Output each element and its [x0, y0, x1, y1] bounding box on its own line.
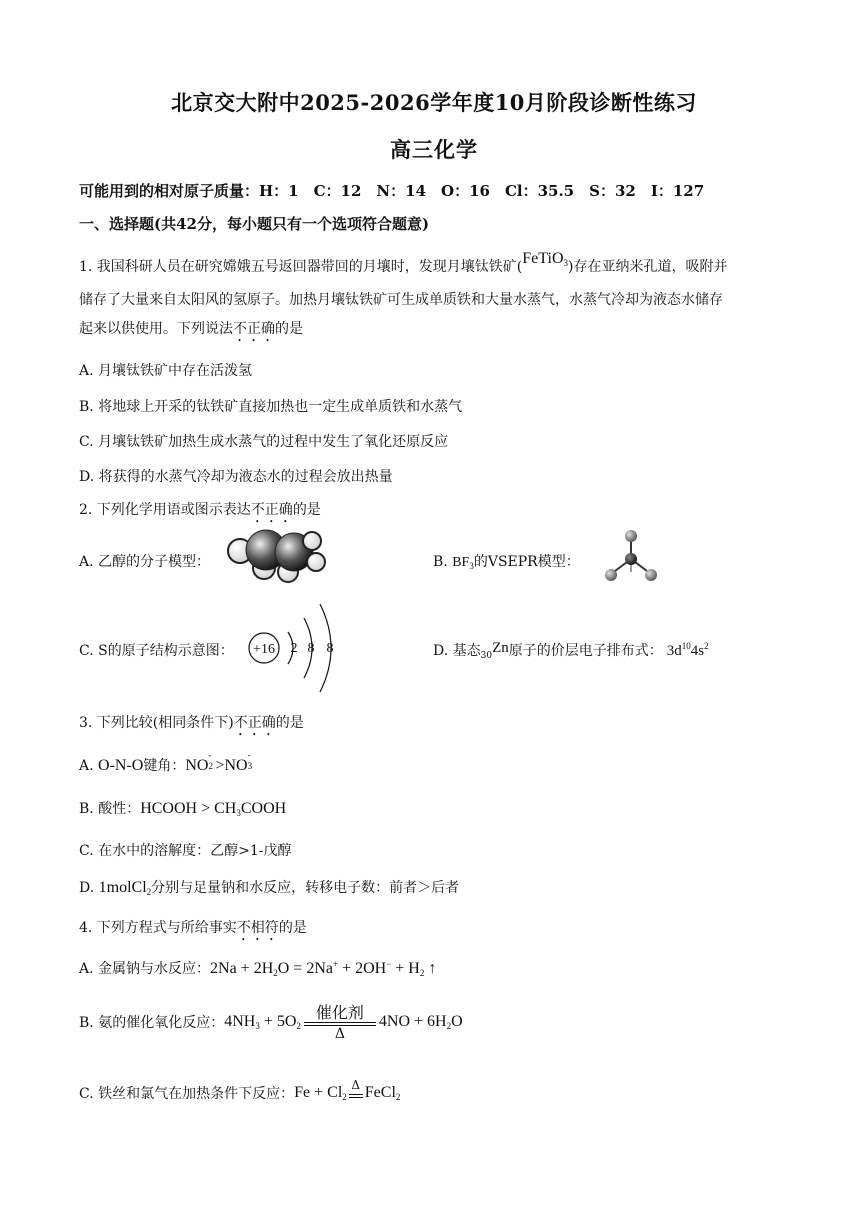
- q1-stem-line2: 储存了大量来自太阳风的氢原子。加热月壤钛铁矿可生成单质铁和大量水蒸气，水蒸气冷却为液态水储存: [79, 292, 723, 308]
- q1-formula: FeTiO$_3$: [522, 250, 568, 268]
- q1-stem-a: 1. 我国科研人员在研究嫦娥五号返回器带回的月壤时，发现月壤钛铁矿(: [79, 259, 523, 275]
- question-1: [79, 252, 791, 345]
- q4-option-b: B. 氨的催化氧化反应：$4NH_3 + 5O_2$ $\frac{\text{催化剂}}{\Delta}$ $4NO + 6H_2O$: [79, 1000, 463, 1044]
- bf3-vsepr-model-image: [600, 528, 662, 586]
- heating-condition: Δ: [347, 1080, 365, 1106]
- q3-option-d: D. 1molCl$_2$分别与足量钠和水反应，转移电子数：前者＞后者: [79, 879, 460, 897]
- q1-option-b: B. 将地球上开采的钛铁矿直接加热也一定生成单质铁和水蒸气: [79, 399, 463, 415]
- sulfur-atom-diagram: [244, 596, 344, 698]
- shell-3-electrons: 8: [326, 641, 334, 656]
- ethanol-model-image: [218, 524, 330, 586]
- q1-stem-b: )存在亚纳米孔道，吸附并: [568, 259, 728, 275]
- q2-option-b: B. $BF_3$的VSEPR模型：: [433, 554, 580, 571]
- q3-option-b: B. 酸性：HCOOH > $CH_3COOH$: [79, 800, 287, 818]
- q4-stem: 4. 下列方程式与所给事实不相符的是: [79, 920, 307, 936]
- q1-option-d: D. 将获得的水蒸气冷却为液态水的过程会放出热量: [79, 469, 393, 485]
- shell-1-electrons: 2: [290, 641, 298, 656]
- section-heading: 一、选择题(共42分，每小题只有一个选项符合题意): [79, 215, 430, 233]
- q4-option-c: C. 铁丝和氯气在加热条件下反应：$Fe + Cl_2$ Δ FeCl$_2$: [79, 1080, 400, 1106]
- q3-stem: 3. 下列比较(相同条件下)不正确的是: [79, 715, 304, 731]
- exam-subtitle: 高三化学: [390, 137, 478, 162]
- shell-2-electrons: 8: [307, 641, 315, 656]
- q2-stem: 2. 下列化学用语或图示表达不正确的是: [79, 502, 321, 518]
- q1-option-c: C. 月壤钛铁矿加热生成水蒸气的过程中发生了氧化还原反应: [79, 434, 449, 450]
- q3-option-a: A. O-N-O键角：NO - 2 >NO - 3: [79, 750, 253, 774]
- exam-title: 北京交大附中2025-2026学年度10月阶段诊断性练习: [171, 90, 697, 115]
- q2-option-d: D. 基态$_{30}$Zn原子的价层电子排布式： $3d^{10}4s^2$: [433, 640, 709, 661]
- q2-option-c: C. S的原子结构示意图：: [79, 643, 234, 659]
- q3-option-c: C. 在水中的溶解度：乙醇>1-戊醇: [79, 843, 292, 859]
- q1-option-a: A. 月壤钛铁矿中存在活泼氢: [79, 363, 253, 379]
- q4-option-a: A. 金属钠与水反应：$2Na + 2H_2O = 2Na^+ + 2OH^- + H_2$ ↑: [79, 959, 437, 978]
- q2-option-a: A. 乙醇的分子模型：: [79, 554, 211, 570]
- atomic-mass-line: 可能用到的相对原子质量：H：1 C：12 N：14 O：16 Cl：35.5 S：32 I：127: [79, 182, 705, 200]
- q1-stem-line3: 起来以供使用。下列说法不正确的是: [79, 321, 303, 337]
- catalyst-condition: $\frac{\text{催化剂}}{\Delta}$: [304, 1000, 376, 1044]
- nucleus-label: +16: [253, 642, 275, 657]
